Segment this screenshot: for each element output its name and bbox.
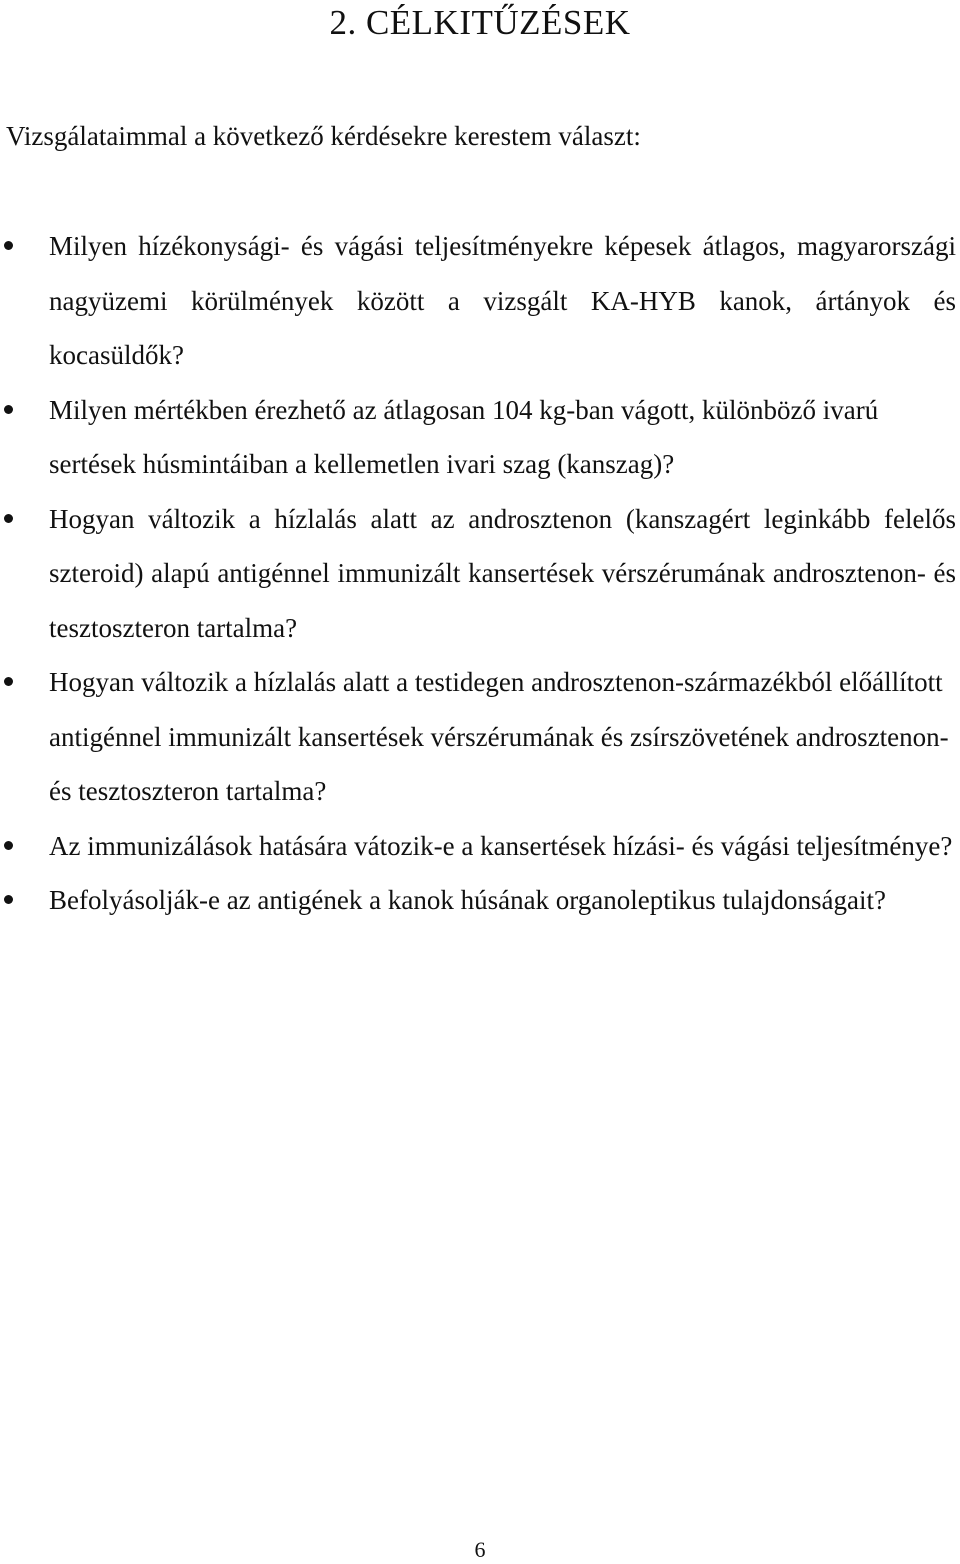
intro-paragraph: Vizsgálataimmal a következő kérdésekre kerestem választ: — [6, 121, 641, 151]
question-text: Milyen mértékben érezhető az átlagosan 104 kg-ban vágott, különböző ivarú sertések húsmintáiban a kellemetlen ivari szag (kanszag)? — [49, 394, 879, 479]
list-item — [0, 873, 960, 928]
list-item — [0, 655, 960, 819]
list-item — [0, 219, 960, 383]
bullet-icon — [4, 841, 13, 850]
question-list — [0, 219, 960, 928]
list-item — [0, 492, 960, 656]
bullet-icon — [4, 677, 13, 686]
question-text: Az immunizálások hatására vátozik-e a kansertések hízási- és vágási teljesítménye? — [49, 830, 953, 861]
question-text: Befolyásolják-e az antigének a kanok húsának organoleptikus tulajdonságait? — [49, 885, 886, 915]
question-text: Milyen hízékonysági- és vágási teljesítményekre képesek átlagos, magyarországi nagyüzemi körülmények között a vizsgált KA-HYB kanok, ártányok és kocasüldők? — [49, 231, 956, 370]
page-title: 2. CÉLKITŰZÉSEK — [329, 3, 631, 42]
question-text: Hogyan változik a hízlalás alatt a testidegen androsztenon-származékból előállított antigénnel immunizált kansertések vérszérumának és zsírszövetének androsztenon- és tesztoszteron tartalma? — [49, 667, 949, 806]
bullet-icon — [4, 241, 13, 250]
bullet-icon — [4, 514, 13, 523]
list-item — [0, 383, 960, 492]
question-text: Hogyan változik a hízlalás alatt az androsztenon (kanszagért leginkább felelős szteroid) alapú antigénnel immunizált kansertések vérszérumának androsztenon- és tesztoszteron tartalma? — [49, 503, 956, 643]
bullet-icon — [4, 405, 13, 414]
bullet-icon — [4, 895, 13, 904]
page-number: 6 — [474, 1537, 486, 1562]
list-item — [0, 819, 960, 874]
